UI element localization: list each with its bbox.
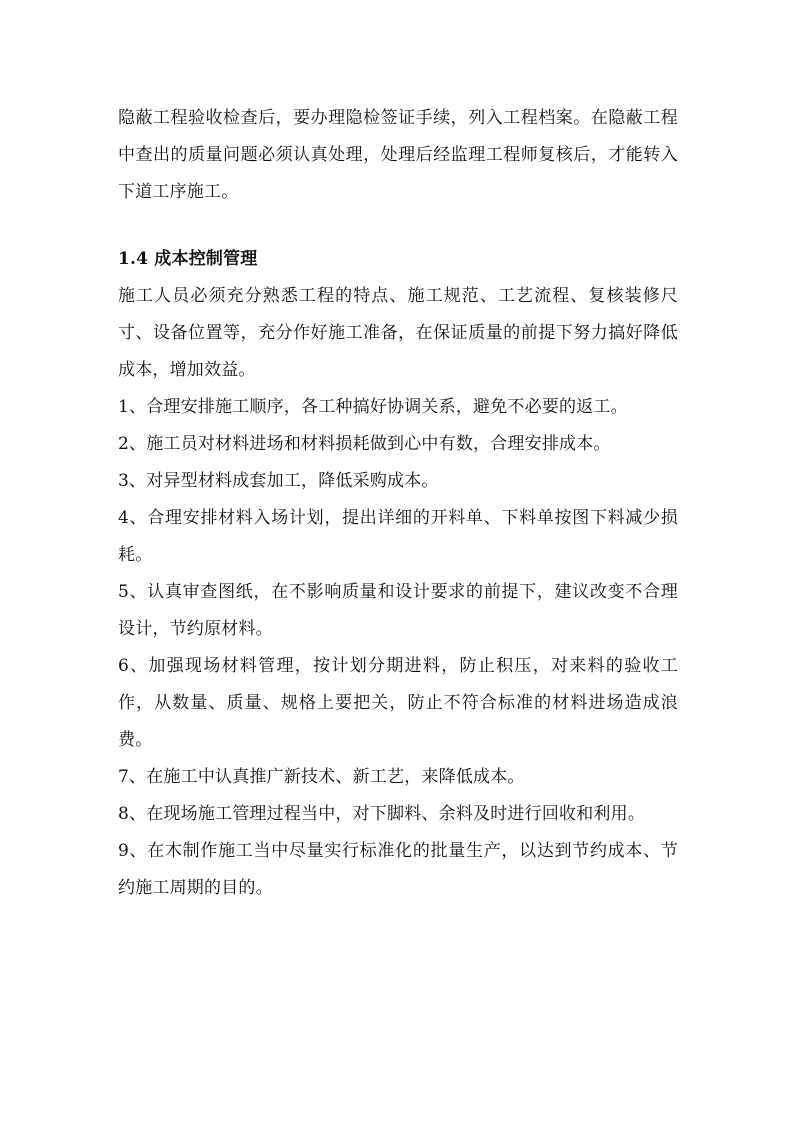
section-paragraph: 施工人员必须充分熟悉工程的特点、施工规范、工艺流程、复核装修尺寸、设备位置等，充分作好施工准备，在保证质量的前提下努力搞好降低成本，增加效益。 [118,286,678,380]
section-spacer [118,211,678,241]
document-body [118,100,678,907]
list-item: 5、认真审查图纸，在不影响质量和设计要求的前提下，建议改变不合理设计，节约原材料。 [118,582,678,639]
list-item: 4、合理安排材料入场计划，提出详细的开料单、下料单按图下料减少损耗。 [118,508,678,565]
section-heading: 1.4 成本控制管理 [118,249,258,269]
list-item: 7、在施工中认真推广新技术、新工艺，来降低成本。 [118,767,525,787]
intro-paragraph: 隐蔽工程验收检查后，要办理隐检签证手续，列入工程档案。在隐蔽工程中查出的质量问题必须认真处理，处理后经监理工程师复核后，才能转入下道工序施工。 [118,108,678,202]
list-item: 3、对异型材料成套加工，降低采购成本。 [118,471,439,491]
list-item: 8、在现场施工管理过程当中，对下脚料、余料及时进行回收和利用。 [118,804,646,824]
list-item: 9、在木制作施工当中尽量实行标准化的批量生产，以达到节约成本、节约施工周期的目的。 [118,841,678,898]
list-item: 2、施工员对材料进场和材料损耗做到心中有数，合理安排成本。 [118,434,611,454]
list-item: 1、合理安排施工顺序，各工种搞好协调关系，避免不必要的返工。 [118,397,628,417]
list-item: 6、加强现场材料管理，按计划分期进料，防止积压，对来料的验收工作，从数量、质量、规格上要把关，防止不符合标准的材料进场造成浪费。 [118,656,678,750]
